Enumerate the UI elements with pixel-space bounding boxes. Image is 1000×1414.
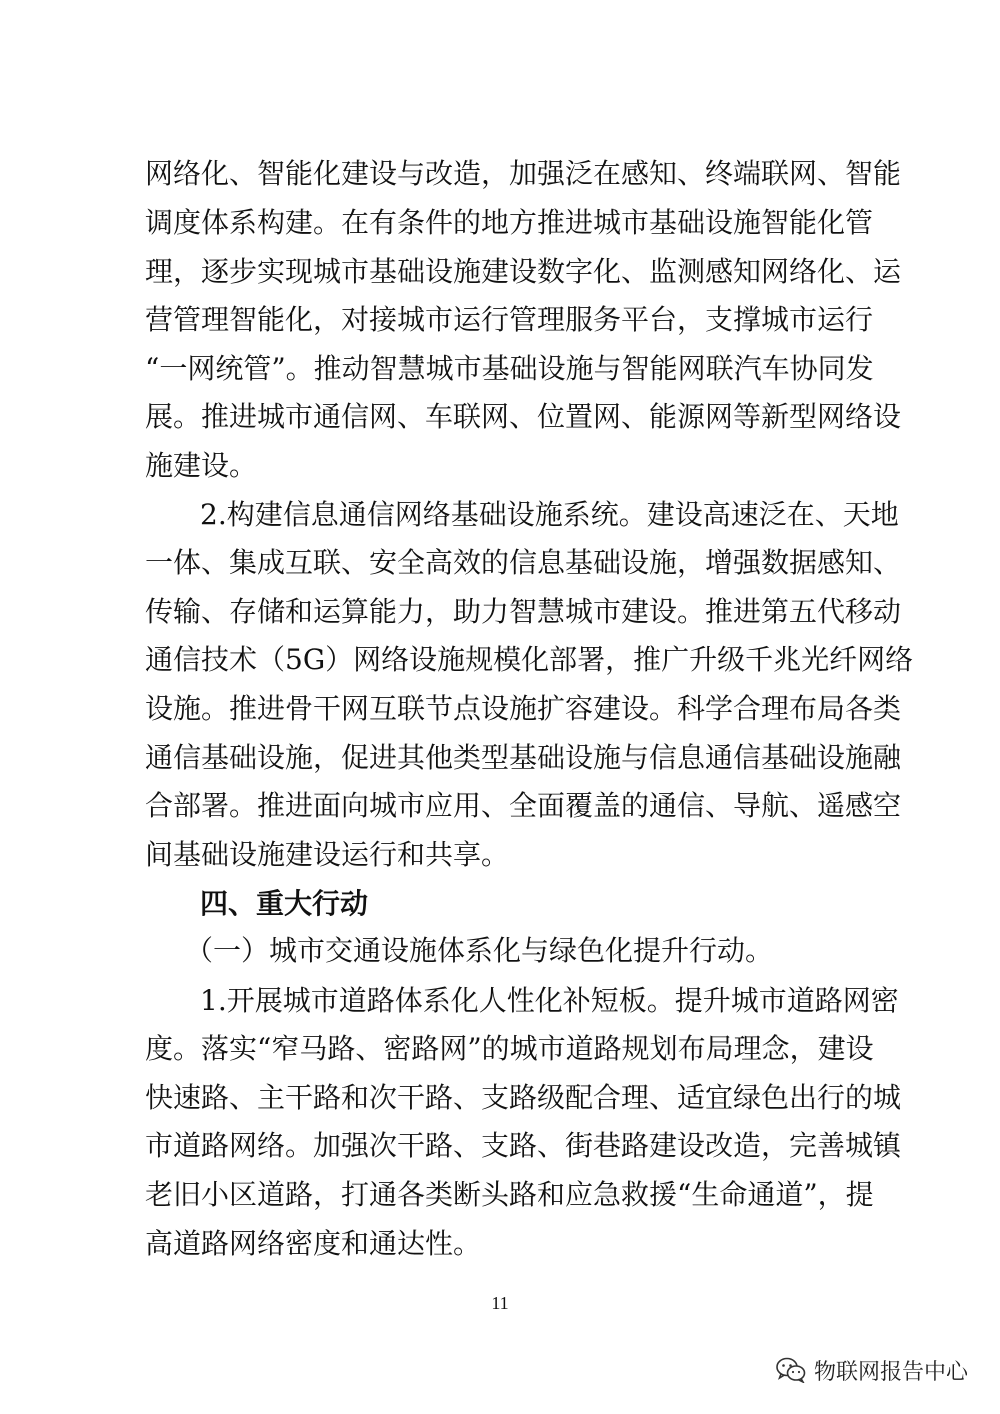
body-line: 一体、集成互联、安全高效的信息基础设施，增强数据感知、	[145, 546, 902, 579]
body-line: 合部署。推进面向城市应用、全面覆盖的通信、导航、遥感空	[145, 789, 902, 822]
wechat-icon	[776, 1357, 806, 1383]
body-line: 通信技术（5G）网络设施规模化部署，推广升级千兆光纤网络	[145, 643, 914, 676]
body-line: 设施。推进骨干网互联节点设施扩容建设。科学合理布局各类	[145, 692, 902, 725]
body-line: 营管理智能化，对接城市运行管理服务平台，支撑城市运行	[145, 303, 874, 336]
body-line: 高道路网络密度和通达性。	[145, 1227, 482, 1260]
body-line: 市道路网络。加强次干路、支路、街巷路建设改造，完善城镇	[145, 1129, 902, 1162]
body-line: 展。推进城市通信网、车联网、位置网、能源网等新型网络设	[145, 400, 902, 433]
subsection-heading: （一）城市交通设施体系化与绿色化提升行动。	[185, 934, 774, 967]
body-line: 施建设。	[145, 449, 258, 482]
body-line: 度。落实“窄马路、密路网”的城市道路规划布局理念，建设	[145, 1032, 874, 1065]
page-number: 11	[491, 1293, 509, 1313]
body-line: 间基础设施建设运行和共享。	[145, 838, 510, 871]
body-line: 快速路、主干路和次干路、支路级配合理、适宜绿色出行的城	[145, 1081, 902, 1114]
watermark	[776, 1352, 968, 1388]
body-line: 调度体系构建。在有条件的地方推进城市基础设施智能化管	[145, 206, 874, 239]
watermark-text: 物联网报告中心	[813, 1359, 968, 1385]
body-line: 传输、存储和运算能力，助力智慧城市建设。推进第五代移动	[145, 595, 902, 628]
body-line: “一网统管”。推动智慧城市基础设施与智能网联汽车协同发	[145, 352, 874, 385]
body-line: 通信基础设施，促进其他类型基础设施与信息通信基础设施融	[145, 741, 902, 774]
body-line: 老旧小区道路，打通各类断头路和应急救援“生命通道”，提	[145, 1178, 874, 1211]
section-heading: 四、重大行动	[200, 887, 369, 920]
body-line: 理，逐步实现城市基础设施建设数字化、监测感知网络化、运	[145, 255, 902, 288]
body-line: 1.开展城市道路体系化人性化补短板。提升城市道路网密	[200, 984, 899, 1017]
body-line: 2.构建信息通信网络基础设施系统。建设高速泛在、天地	[200, 498, 899, 531]
body-line: 网络化、智能化建设与改造，加强泛在感知、终端联网、智能	[145, 157, 902, 190]
